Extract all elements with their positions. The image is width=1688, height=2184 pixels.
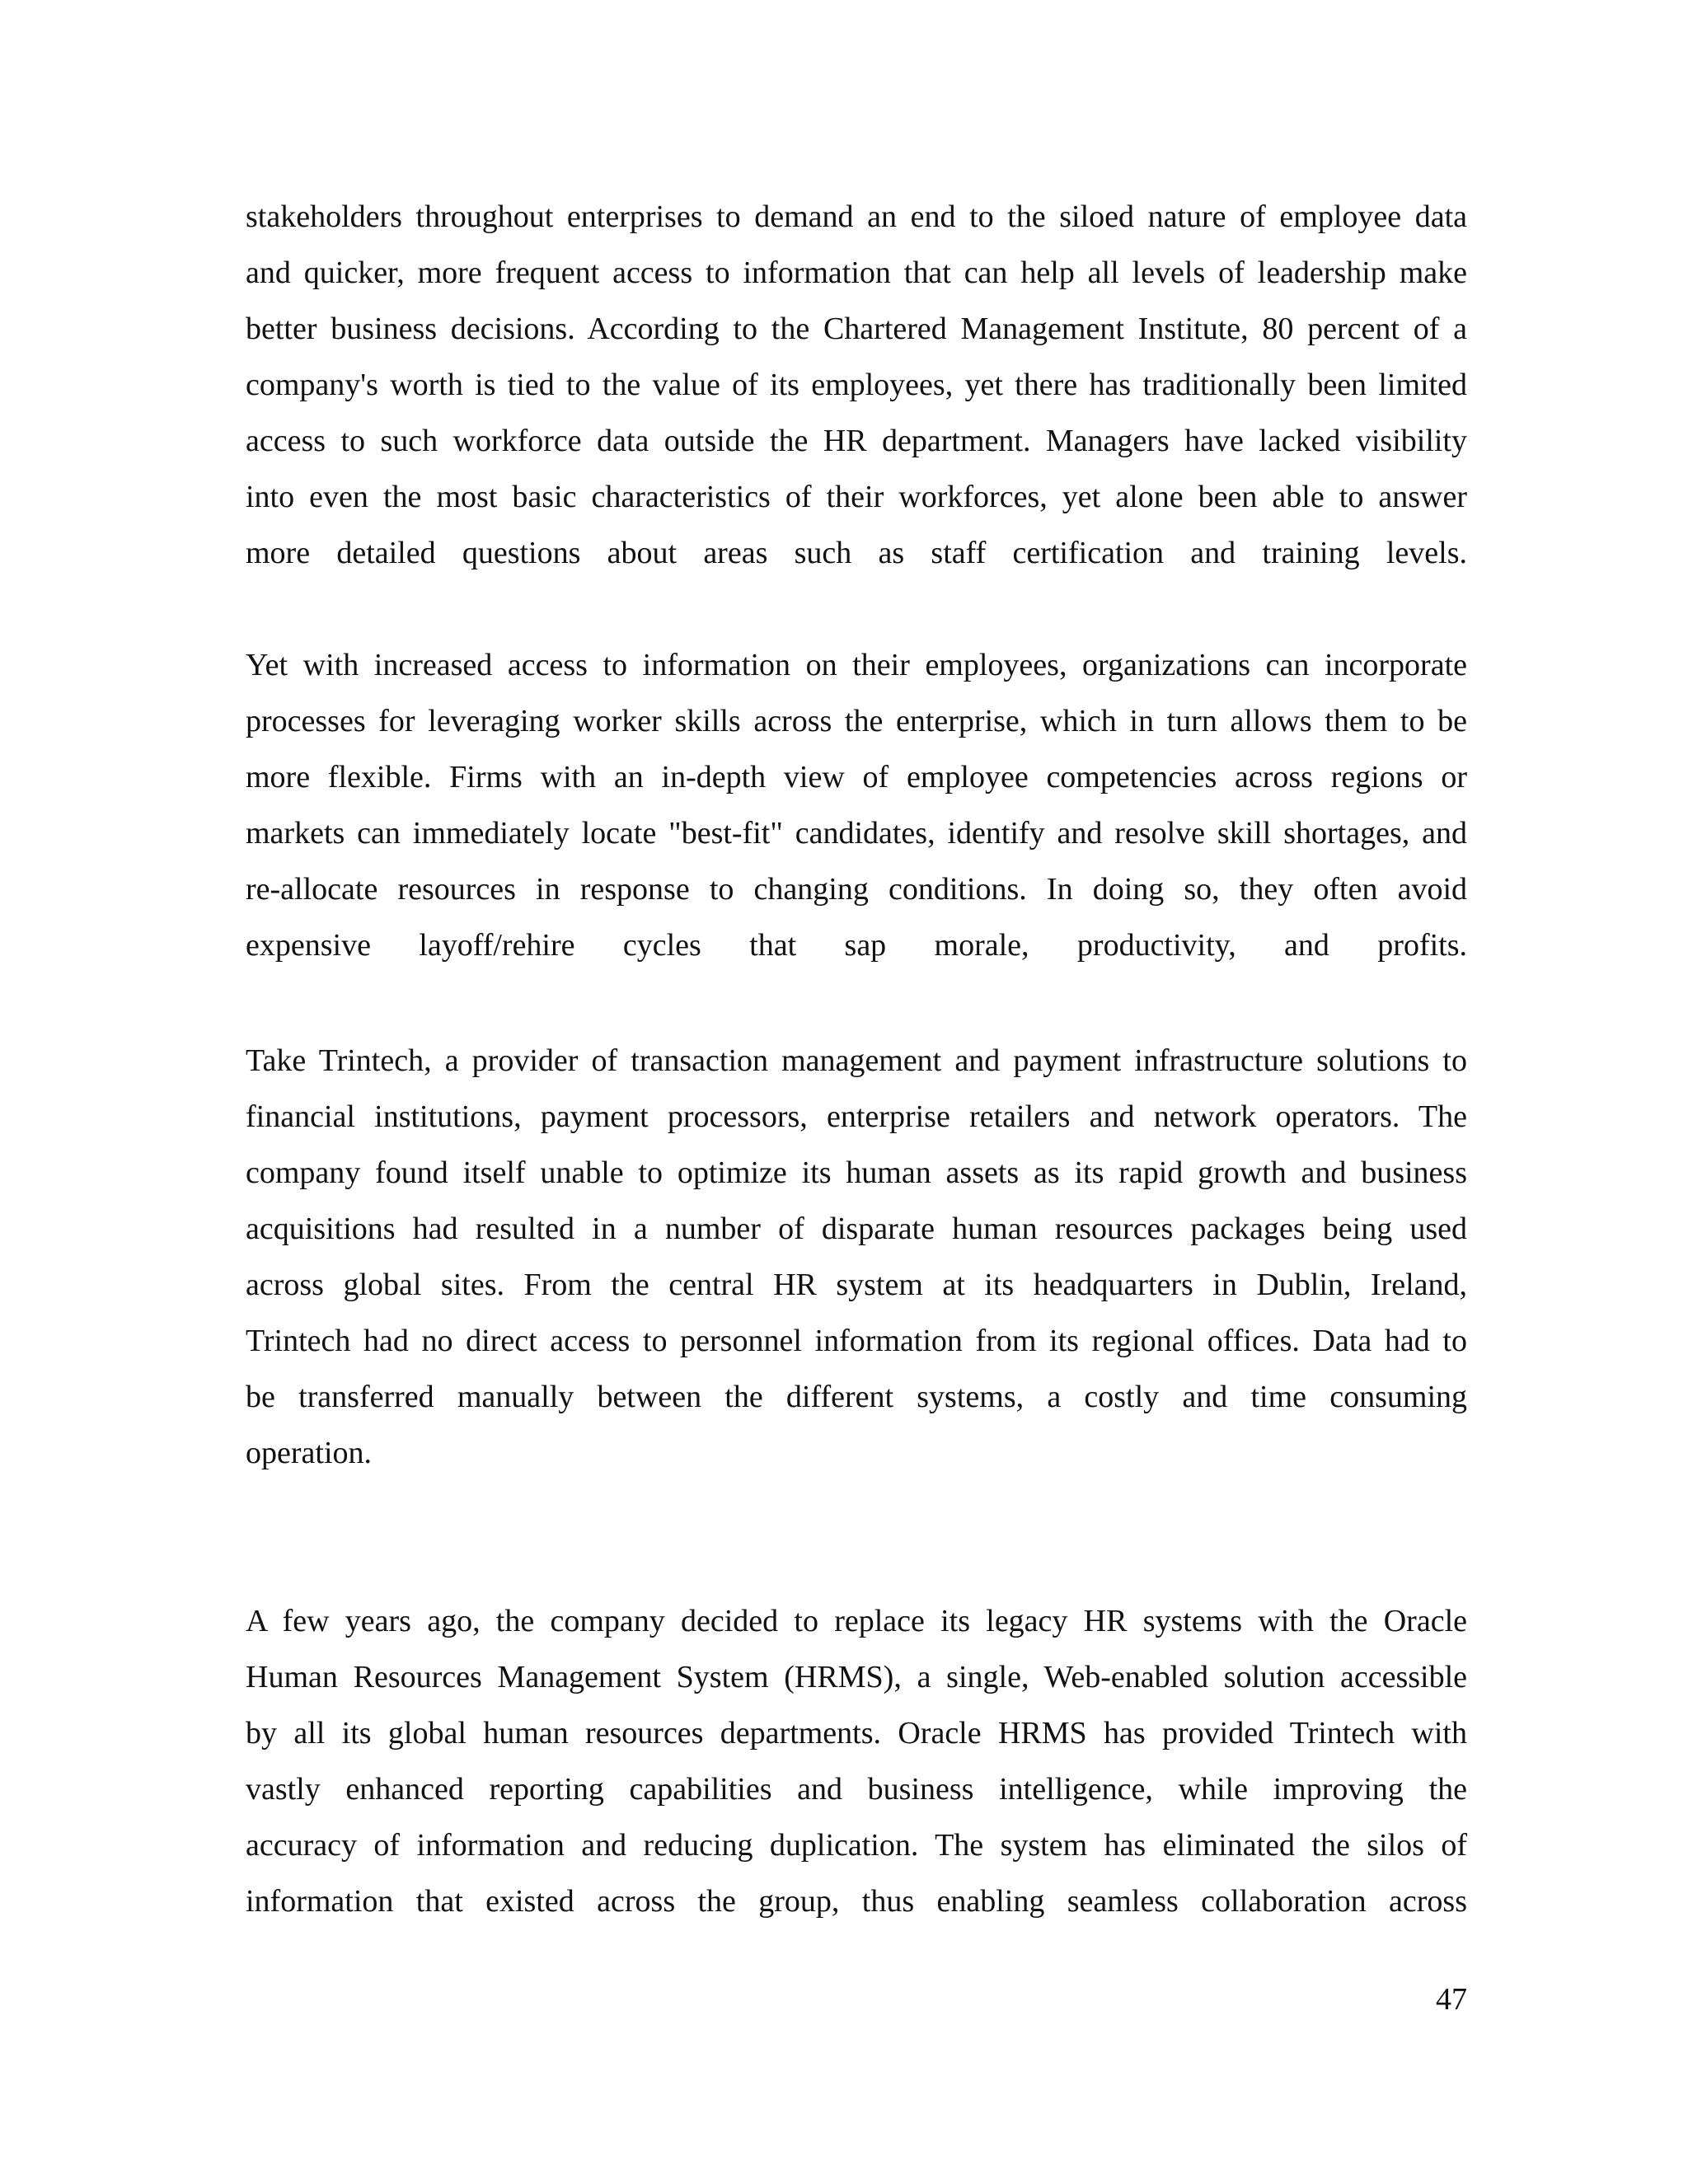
paragraph-stakeholders (246, 189, 1467, 581)
paragraph-line: re-allocate resources in response to changing conditions. In doing so, they often avoid (246, 872, 1467, 907)
paragraph-line: processes for leveraging worker skills across the enterprise, which in turn allows them to be (246, 704, 1467, 738)
paragraph-line: company's worth is tied to the value of its employees, yet there has traditionally been limited (246, 368, 1467, 402)
paragraph-line: access to such workforce data outside the HR department. Managers have lacked visibility (246, 424, 1467, 458)
paragraph-line: Trintech had no direct access to personnel information from its regional offices. Data had to (246, 1324, 1467, 1358)
paragraph-line: more flexible. Firms with an in-depth view of employee competencies across regions or (246, 760, 1467, 794)
paragraph-line: financial institutions, payment processors, enterprise retailers and network operators. The (246, 1099, 1467, 1134)
paragraph-line: acquisitions had resulted in a number of disparate human resources packages being used (246, 1212, 1467, 1246)
paragraph-line: across global sites. From the central HR system at its headquarters in Dublin, Ireland, (246, 1268, 1467, 1302)
paragraph-line: more detailed questions about areas such as staff certification and training levels. (246, 536, 1467, 570)
paragraph-line: stakeholders throughout enterprises to demand an end to the siloed nature of employee data (246, 199, 1467, 234)
paragraph-line: better business decisions. According to the Chartered Management Institute, 80 percent of a (246, 312, 1467, 346)
paragraph-line: A few years ago, the company decided to replace its legacy HR systems with the Oracle (246, 1604, 1467, 1638)
paragraph-line: Take Trintech, a provider of transaction management and payment infrastructure solutions to (246, 1043, 1467, 1078)
paragraph-line: expensive layoff/rehire cycles that sap morale, productivity, and profits. (246, 928, 1467, 963)
paragraph-line: be transferred manually between the different systems, a costly and time consuming (246, 1380, 1467, 1414)
paragraph-oracle-hrms (246, 1593, 1467, 1929)
paragraph-line: information that existed across the group, thus enabling seamless collaboration across (246, 1884, 1467, 1919)
paragraph-line: by all its global human resources departments. Oracle HRMS has provided Trintech with (246, 1716, 1467, 1750)
paragraph-line: operation. (246, 1436, 373, 1470)
paragraph-trintech (246, 1033, 1467, 1481)
paragraph-line: into even the most basic characteristics of their workforces, yet alone been able to answer (246, 480, 1467, 514)
paragraph-line: markets can immediately locate "best-fit" candidates, identify and resolve skill shortages, and (246, 816, 1467, 851)
paragraph-increased-access (246, 637, 1467, 973)
paragraph-line: company found itself unable to optimize its human assets as its rapid growth and business (246, 1155, 1467, 1190)
paragraph-line: and quicker, more frequent access to information that can help all levels of leadership make (246, 255, 1467, 290)
page-number: 47 (1436, 1982, 1467, 2017)
paragraph-line: accuracy of information and reducing duplication. The system has eliminated the silos of (246, 1828, 1467, 1863)
paragraph-line: Human Resources Management System (HRMS), a single, Web-enabled solution accessible (246, 1660, 1467, 1694)
paragraph-line: vastly enhanced reporting capabilities and business intelligence, while improving the (246, 1772, 1467, 1807)
paragraph-line: Yet with increased access to information on their employees, organizations can incorporate (246, 648, 1467, 682)
